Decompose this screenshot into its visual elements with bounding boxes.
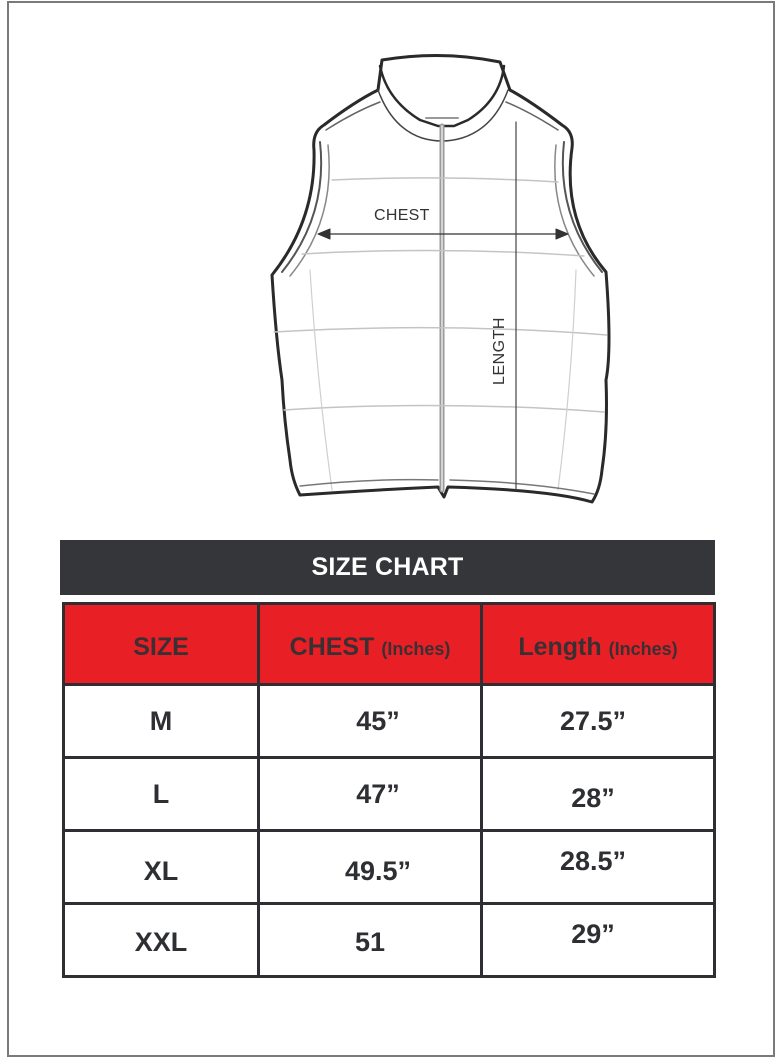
vest-icon <box>262 50 622 515</box>
table-row <box>64 904 715 977</box>
size-value: M <box>149 705 173 736</box>
length-measurement-label: LENGTH <box>491 317 508 385</box>
table-header-row <box>64 604 715 685</box>
cell-chest <box>259 831 482 904</box>
table-row <box>64 685 715 758</box>
length-value: 29” <box>571 918 615 949</box>
header-chest <box>259 604 482 685</box>
header-size-label: SIZE <box>133 632 189 661</box>
table-row <box>64 831 715 904</box>
chest-value: 47” <box>356 778 400 809</box>
cell-length <box>482 685 715 758</box>
cell-size <box>64 904 259 977</box>
cell-chest <box>259 685 482 758</box>
size-chart-table <box>62 602 716 978</box>
size-value: XL <box>143 855 179 886</box>
header-chest-label: CHEST <box>289 632 375 661</box>
vest-illustration <box>262 50 622 515</box>
cell-size <box>64 685 259 758</box>
length-value: 28” <box>571 782 615 813</box>
cell-chest <box>259 758 482 831</box>
cell-length <box>482 831 715 904</box>
cell-size <box>64 831 259 904</box>
header-chest-unit: (Inches) <box>381 638 451 659</box>
size-value: L <box>152 778 170 809</box>
chest-value: 51 <box>354 926 386 957</box>
table-row <box>64 758 715 831</box>
cell-size <box>64 758 259 831</box>
chest-value: 45” <box>356 705 400 736</box>
header-length-label: Length <box>518 632 602 661</box>
size-chart-banner: SIZE CHART <box>60 540 715 595</box>
size-value: XXL <box>134 926 188 957</box>
length-value: 28.5” <box>559 845 627 876</box>
header-length-unit: (Inches) <box>608 638 678 659</box>
chest-value: 49.5” <box>344 855 412 886</box>
cell-length <box>482 904 715 977</box>
cell-chest <box>259 904 482 977</box>
header-size <box>64 604 259 685</box>
header-length <box>482 604 715 685</box>
length-value: 27.5” <box>559 705 627 736</box>
cell-length <box>482 758 715 831</box>
chest-measurement-label: CHEST <box>374 207 430 224</box>
